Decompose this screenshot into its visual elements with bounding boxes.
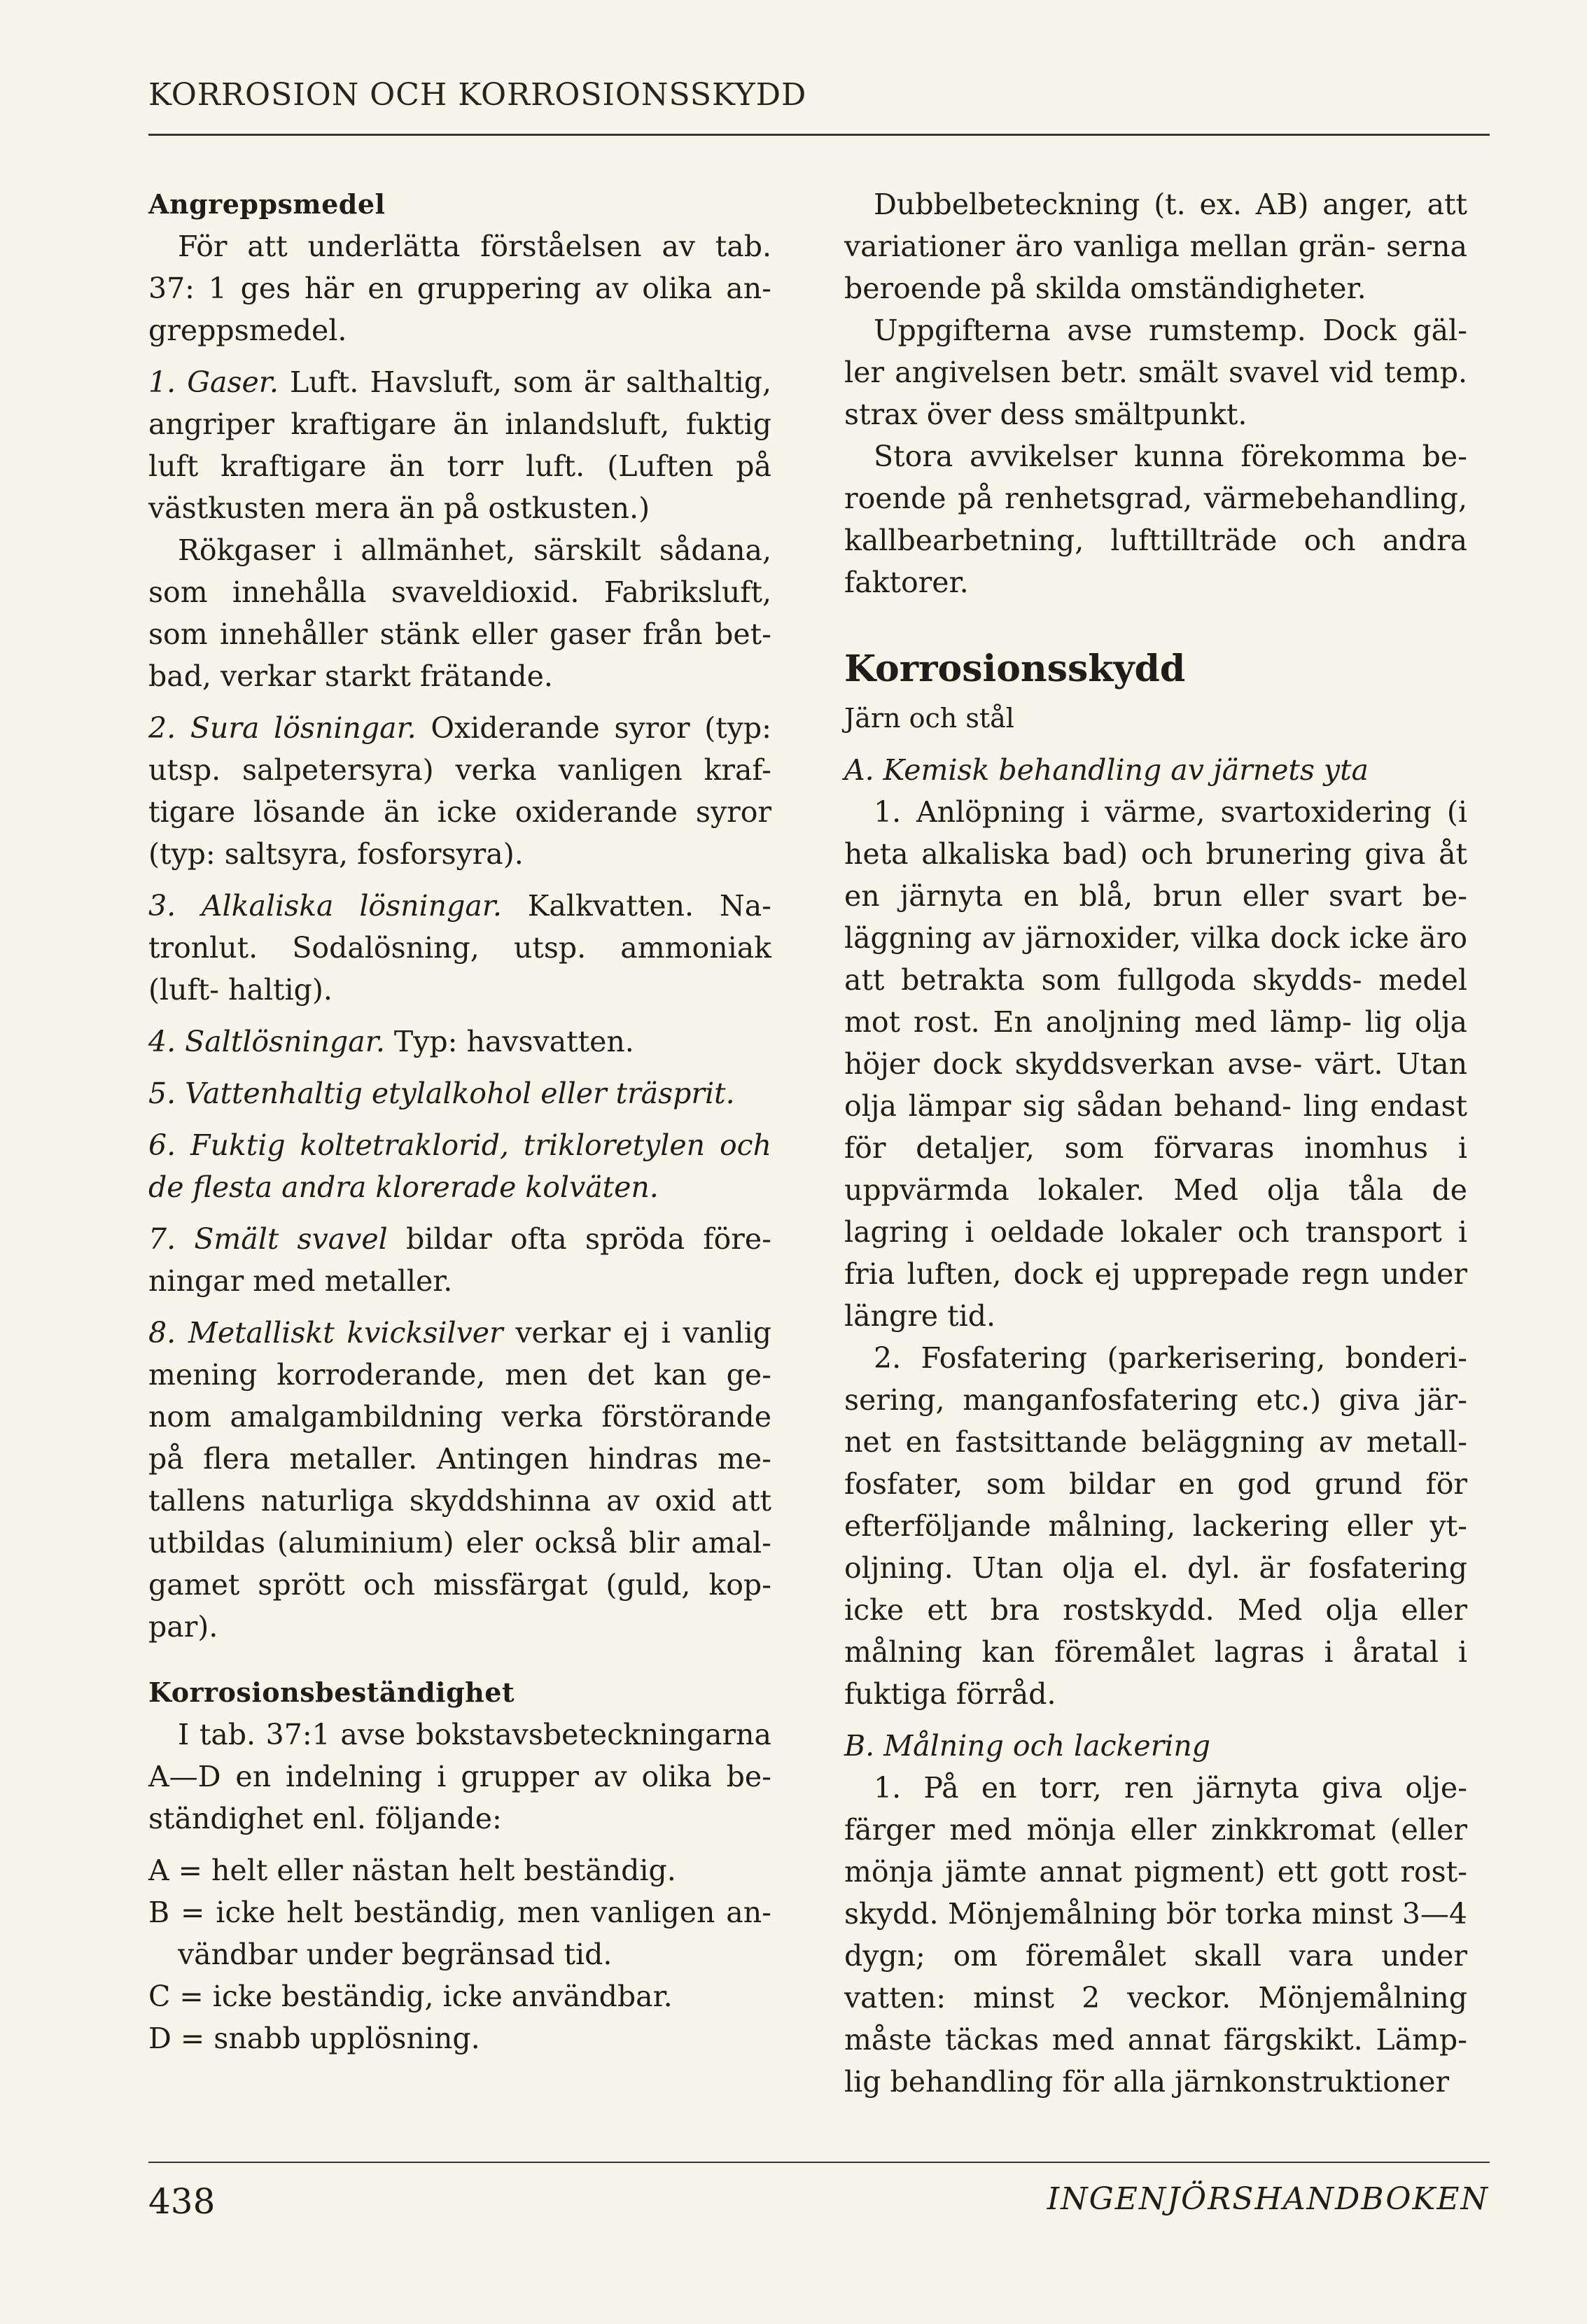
right-column — [844, 183, 1467, 2103]
item-4-text: Typ: havsvatten. — [384, 1025, 634, 1058]
angreppsmedel-heading: Angreppsmedel — [148, 188, 386, 220]
section-a-item-2: 2. Fosfatering (parkerisering, bonderi- sering, manganfosfatering etc.) giva jär- net en fastsittande beläggning av metall- fosfater, som bildar en god grund för efterföljande målning, lackering eller yt- oljning. Utan olja el. dyl. är fosfatering icke ett bra rostskydd. Med olja eller målning kan föremålet lagras i åratal i fuktiga förråd. — [844, 1341, 1467, 1711]
header-rule — [148, 134, 1490, 136]
avvikelser-paragraph: Stora avvikelser kunna förekomma be- roende på renhetsgrad, värmebehandling, kallbearbetning, lufttillträde och andra faktorer. — [844, 440, 1467, 599]
item-3 — [148, 885, 771, 1011]
section-b-item-1: 1. På en torr, ren järnyta giva olje- färger med mönja eller zinkkromat (eller mönja jämte annat pigment) ett gott rost- skydd. Mönjemålning bör torka minst 3—4 dygn; om föremålet skall vara under vatten: minst 2 veckor. Mönjemålning måste täckas med annat färgskikt. Lämp- lig behandling för alla järnkonstruktioner — [844, 1771, 1467, 2099]
left-column — [148, 183, 771, 2059]
item-1-label: 1. Gaser. — [148, 365, 279, 399]
item-8 — [148, 1312, 771, 1648]
page-number: 438 — [148, 2181, 216, 2222]
item-4-label: 4. Saltlösningar. — [148, 1025, 385, 1058]
item-6: 6. Fuktig koltetraklorid, trikloretylen och de flesta andra klorerade kolväten. — [148, 1128, 771, 1204]
section-a-heading: A. Kemisk behandling av järnets yta — [844, 753, 1369, 787]
footer-rule — [148, 2162, 1490, 2163]
item-7-label: 7. Smält svavel — [148, 1222, 388, 1256]
item-2 — [148, 707, 771, 875]
dubbelbeteckning-paragraph: Dubbelbeteckning (t. ex. AB) anger, att variationer äro vanliga mellan grän- serna beroende på skilda omständigheter. — [844, 188, 1467, 305]
item-3-text: Kalkvatten. Na- tronlut. Sodalösning, utsp. ammoniak (luft- haltig). — [148, 889, 772, 1007]
item-7 — [148, 1218, 771, 1302]
rumstemp-paragraph: Uppgifterna avse rumstemp. Dock gäl- ler angivelsen betr. smält svavel vid temp. strax över dess smältpunkt. — [844, 314, 1467, 431]
section-a-item-1: 1. Anlöpning i värme, svartoxidering (i heta alkaliska bad) och brunering giva åt en järnyta en blå, brun eller svart be- läggning av järnoxider, vilka dock icke äro att betrakta som fullgoda skydds- medel mot rost. En anoljning med lämp- lig olja höjer dock skyddsverkan avse- värt. Utan olja lämpar sig sådan behand- ling endast för detaljer, som förvaras inomhus i uppvärmda lokaler. Med olja tåla de lagring i oeldade lokaler och transport i fria luften, dock ej upprepade regn under längre tid. — [844, 795, 1467, 1333]
book-title: INGENJÖRSHANDBOKEN — [1047, 2181, 1489, 2217]
item-4 — [148, 1021, 771, 1063]
item-1-continuation: Rökgaser i allmänhet, särskilt sådana, som innehålla svaveldioxid. Fabriksluft, som innehåller stänk eller gaser från bet- bad, verkar starkt frätande. — [148, 533, 771, 693]
grade-b: B = icke helt beständig, men vanligen an- vändbar under begränsad tid. — [148, 1896, 771, 1971]
grade-d: D = snabb upplösning. — [148, 2022, 480, 2055]
grade-a: A = helt eller nästan helt beständig. — [148, 1854, 676, 1887]
item-8-text: verkar ej i vanlig mening korroderande, men det kan ge- nom amalgambildning verka förstörande på flera metaller. Antingen hindras me- tallens naturliga skyddshinna av oxid att utbildas (aluminium) eler också blir amal- gamet sprött och missfärgat (guld, kop- par). — [148, 1316, 771, 1644]
item-3-label: 3. Alkaliska lösningar. — [148, 889, 502, 923]
jarn-och-stal-heading: Järn och stål — [844, 703, 1014, 734]
item-1 — [148, 361, 771, 529]
korrosionsskydd-heading: Korrosionsskydd — [844, 648, 1186, 690]
running-head: KORROSION OCH KORROSIONSSKYDD — [148, 77, 807, 113]
item-1-text: Luft. Havsluft, som är salthaltig, angriper kraftigare än inlandsluft, fuktig luft kraftigare än torr luft. (Luften på västkusten mera än på ostkusten.) — [148, 365, 771, 525]
item-2-label: 2. Sura lösningar. — [148, 711, 417, 745]
item-2-text: Oxiderande syror (typ: utsp. salpetersyra) verka vanligen kraf- tigare lösande än icke oxiderande syror (typ: saltsyra, fosforsyra). — [148, 711, 771, 871]
item-8-label: 8. Metalliskt kvicksilver — [148, 1316, 503, 1350]
bestandighet-intro: I tab. 37:1 avse bokstavsbeteckningarna A—D en indelning i grupper av olika be- ständighet enl. följande: — [148, 1718, 771, 1835]
item-5: 5. Vattenhaltig etylalkohol eller träsprit. — [148, 1077, 735, 1110]
item-7-text: bildar ofta spröda före- ningar med metaller. — [148, 1222, 771, 1298]
angreppsmedel-intro: För att underlätta förståelsen av tab. 37: 1 ges här en gruppering av olika an- greppsmedel. — [148, 230, 771, 347]
section-b-heading: B. Målning och lackering — [844, 1729, 1211, 1763]
korrosionsbestandighet-heading: Korrosionsbeständighet — [148, 1676, 515, 1708]
grade-c: C = icke beständig, icke användbar. — [148, 1980, 673, 2013]
